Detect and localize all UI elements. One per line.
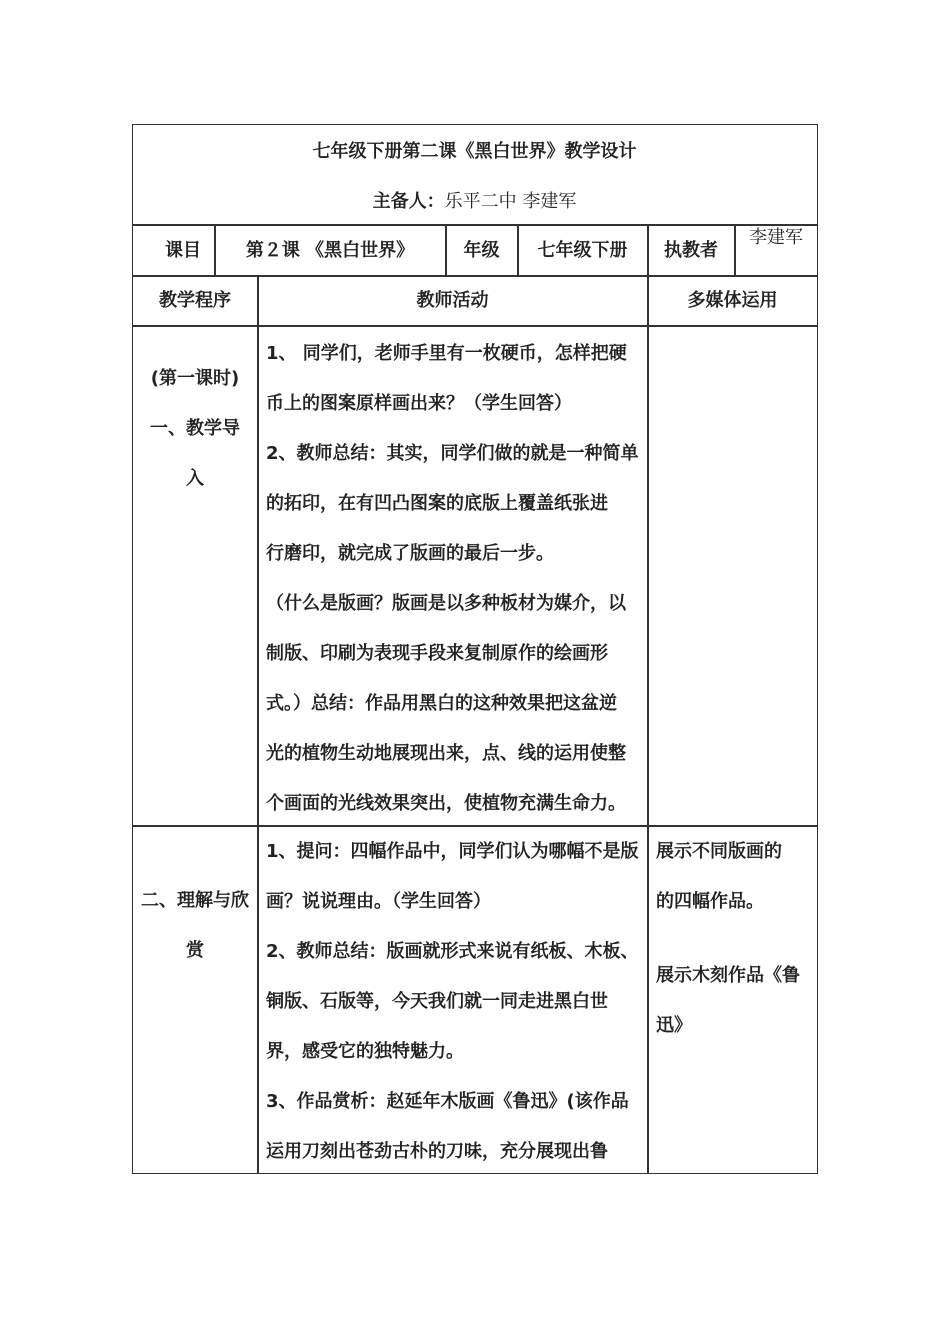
grade-value: 七年级下册 <box>537 240 628 261</box>
activity-line: 光的植物生动地展现出来，点、线的运用使整 <box>266 743 626 764</box>
column-header-media: 多媒体运用 <box>687 290 778 311</box>
activity-line: 行磨印，就完成了版画的最后一步。 <box>266 543 554 564</box>
author-label: 主备人： <box>372 191 445 212</box>
section1-procedure <box>133 354 257 504</box>
activity-line: 式。）总结：作品用黑白的这种效果把这盆逆 <box>266 693 617 714</box>
procedure-line: 赏 <box>186 940 204 961</box>
activity-line: （什么是版画？版画是以多种板材为媒介，以 <box>266 593 626 614</box>
activity-line: 运用刀刻出苍劲古朴的刀味，充分展现出鲁 <box>266 1141 608 1162</box>
activity-line: 币上的图案原样画出来？（学生回答） <box>266 393 572 414</box>
procedure-line: (第一课时) <box>150 368 240 389</box>
activity-line: 1、 同学们，老师手里有一枚硬币，怎样把硬 <box>266 343 627 364</box>
media-line: 迅》 <box>656 1015 692 1036</box>
procedure-line: 一、教学导 <box>150 418 240 439</box>
section2-activity <box>266 827 646 1177</box>
grade-label: 年级 <box>463 240 500 261</box>
subject-label: 课目 <box>165 240 201 261</box>
document-title: 七年级下册第二课《黑白世界》教学设计 <box>312 141 637 162</box>
procedure-line: 入 <box>186 468 204 489</box>
author-value: 乐平二中 李建军 <box>444 191 577 212</box>
section2-procedure <box>133 876 257 976</box>
lesson-plan-table <box>132 124 818 1174</box>
activity-line: 2、教师总结：其实，同学们做的就是一种简单 <box>266 443 639 464</box>
activity-line: 1、提问：四幅作品中，同学们认为哪幅不是版 <box>266 841 639 862</box>
procedure-line: 二、理解与欣 <box>141 890 249 911</box>
column-header-procedure: 教学程序 <box>159 290 231 311</box>
activity-line: 3、作品赏析：赵延年木版画《鲁迅》(该作品 <box>266 1091 629 1112</box>
activity-line: 制版、印刷为表现手段来复制原作的绘画形 <box>266 643 608 664</box>
activity-line: 2、教师总结：版画就形式来说有纸板、木板、 <box>266 941 639 962</box>
activity-line: 界，感受它的独特魅力。 <box>266 1041 464 1062</box>
col-divider <box>257 276 259 1174</box>
col-divider <box>647 276 649 1174</box>
column-header-activity: 教师活动 <box>416 290 489 311</box>
activity-line: 的拓印，在有凹凸图案的底版上覆盖纸张进 <box>266 493 608 514</box>
teacher-label: 执教者 <box>664 240 718 261</box>
activity-line: 画？说说理由。（学生回答） <box>266 891 491 912</box>
media-line: 展示木刻作品《鲁 <box>656 965 800 986</box>
subject-value: 第２课 《黑白世界》 <box>245 240 415 261</box>
activity-line: 铜版、石版等，今天我们就一同走进黑白世 <box>266 991 608 1012</box>
media-line: 的四幅作品。 <box>656 891 764 912</box>
media-spacer <box>656 927 816 951</box>
media-line: 展示不同版画的 <box>656 841 782 862</box>
section2-media <box>656 827 816 1051</box>
author-line <box>133 177 816 227</box>
activity-line: 个画面的光线效果突出，使植物充满生命力。 <box>266 793 626 814</box>
section1-activity <box>266 329 646 829</box>
teacher-value: 李建军 <box>749 227 803 248</box>
